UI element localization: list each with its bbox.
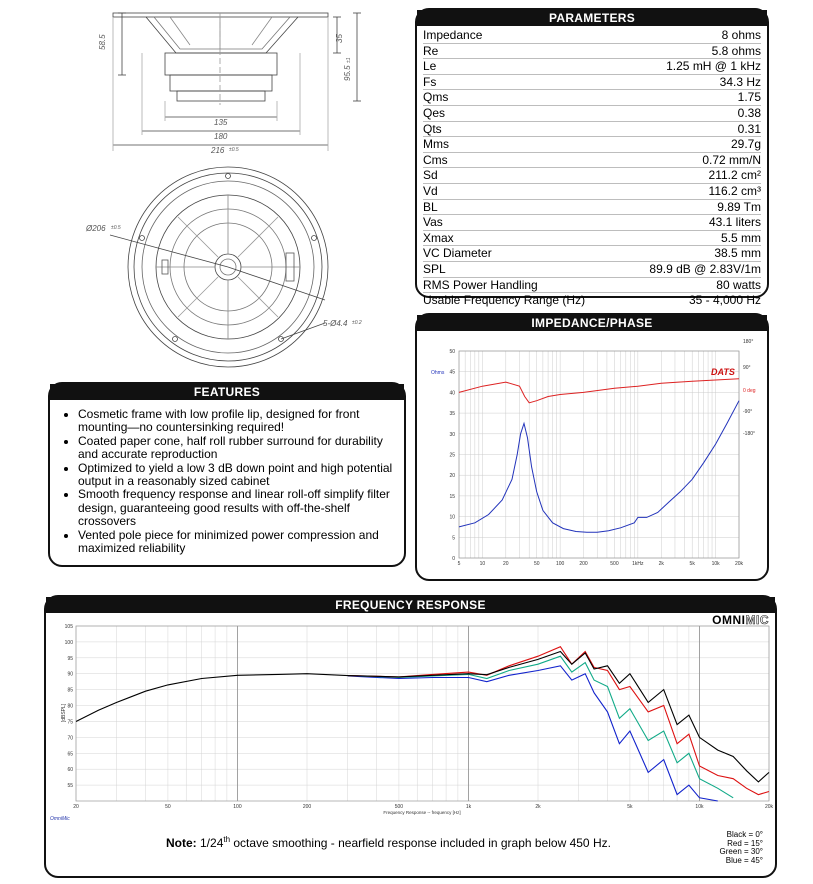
note-text-pre: 1/24 (196, 836, 224, 850)
dim-magnet-depth: 95.5 (343, 65, 352, 81)
parameter-label: BL (423, 199, 438, 214)
impedance-y-tick: 0 (452, 556, 455, 562)
dim-frame-height: 35 (335, 34, 344, 43)
dim-cutout: Ø206 (86, 224, 106, 233)
frequency-y-tick: 100 (64, 639, 73, 646)
impedance-x-tick: 20 (503, 561, 509, 567)
frequency-x-tick: 2k (535, 804, 541, 810)
parameter-value: 116.2 cm³ (708, 183, 761, 198)
dim-outer-diameter-tol: ±0.5 (229, 147, 239, 153)
frame-lip (113, 13, 328, 17)
impedance-y-tick: 15 (449, 493, 455, 500)
frequency-grid (76, 626, 769, 801)
parameter-row (423, 28, 761, 44)
smoothing-note (166, 835, 611, 850)
impedance-x-tick: 2k (658, 561, 664, 567)
frequency-y-tick: 95 (67, 655, 73, 662)
parameter-label: RMS Power Handling (423, 277, 538, 292)
impedance-y-tick: 50 (449, 349, 455, 355)
parameter-row (423, 59, 761, 75)
parameter-row (423, 200, 761, 216)
parameter-label: Xmax (423, 230, 454, 245)
impedance-x-tick: 10 (479, 561, 486, 567)
impedance-x-tick: 1kHz (632, 561, 644, 567)
note-text: octave smoothing - nearfield response included in graph below 450 Hz. (230, 836, 611, 850)
impedance-grid (459, 351, 739, 558)
parameter-label: Usable Frequency Range (Hz) (423, 293, 586, 308)
parameter-label: Le (423, 59, 437, 74)
phase-tick: -180° (743, 431, 756, 437)
frequency-x-tick: 20 (73, 804, 79, 810)
frequency-y-tick: 80 (67, 703, 73, 710)
parameter-label: Qms (423, 90, 449, 105)
note-label: Note: (166, 836, 197, 850)
features-panel (48, 382, 406, 567)
legend-blue: Blue = 45° (725, 855, 763, 865)
frequency-y-tick: 90 (67, 671, 73, 678)
dim-basket-diameter: 180 (214, 132, 228, 141)
parameter-label: VC Diameter (423, 246, 492, 261)
phase-tick: 180° (743, 339, 754, 345)
parameter-row (423, 184, 761, 200)
impedance-x-tick: 10k (711, 561, 720, 567)
parameter-value: 43.1 liters (708, 215, 761, 230)
dim-holes-tol: ±0.2 (352, 320, 362, 326)
features-title: FEATURES (50, 384, 404, 400)
dim-magnet-depth-tol: ±1 (346, 57, 352, 63)
dim-outer-diameter: 216 (211, 146, 225, 155)
parameter-label: Impedance (423, 28, 483, 42)
impedance-y-tick: 40 (449, 390, 455, 397)
parameter-label: Re (423, 43, 439, 58)
response-curve-45deg (348, 666, 718, 801)
response-curve-15deg (348, 647, 769, 795)
impedance-chart (417, 331, 767, 579)
parameter-row (423, 122, 761, 138)
parameter-row (423, 168, 761, 184)
feature-item: • Smooth frequency response and linear roll-off simplify filter design, guaranteeing good results with off-the-shelf crossovers (78, 488, 396, 528)
magnet-side (165, 53, 277, 75)
parameter-row (423, 262, 761, 278)
frequency-x-tick: 1k (465, 804, 472, 810)
phase-curve (459, 379, 739, 403)
parameter-value: 1.75 (737, 90, 761, 105)
parameter-value: 5.8 ohms (711, 43, 761, 58)
impedance-curve (459, 401, 739, 533)
angle-legend (720, 831, 763, 865)
features-list (78, 408, 396, 555)
phase-tick: 0 deg (743, 388, 756, 394)
frequency-x-tick: 50 (165, 804, 171, 810)
legend-red: Red = 15° (727, 838, 763, 848)
impedance-x-tick: 5k (689, 561, 695, 567)
feature-item: • Vented pole piece for minimized power compression and maximized reliability (78, 529, 396, 556)
phase-tick: 90° (743, 365, 751, 371)
frequency-y-tick: 55 (67, 783, 73, 790)
impedance-x-tick: 200 (579, 561, 588, 567)
phase-tick: -90° (743, 409, 753, 415)
parameter-label: SPL (423, 261, 446, 276)
frequency-y-tick: 105 (64, 624, 73, 630)
impedance-unit-label: Ohms (431, 370, 445, 376)
frequency-x-tick: 100 (233, 804, 242, 810)
parameter-label: Cms (423, 152, 448, 167)
dim-cutout-tol: ±0.5 (111, 225, 121, 231)
frequency-x-tick: 500 (394, 804, 404, 810)
parameter-row (423, 44, 761, 60)
parameter-value: 29.7g (730, 137, 761, 152)
parameter-label: Sd (423, 168, 438, 183)
impedance-x-tick: 100 (555, 561, 565, 567)
parameter-value: 0.38 (737, 105, 761, 120)
omnimic-logo-right: MIC (745, 613, 769, 627)
frequency-x-tick: 20k (764, 804, 774, 810)
parameter-value: 8 ohms (721, 28, 761, 42)
parameter-label: Fs (423, 74, 437, 89)
dim-holes: 5-Ø4.4 (323, 319, 348, 328)
impedance-x-tick: 5 (457, 561, 461, 567)
frequency-y-tick: 75 (67, 719, 73, 726)
note-sup: th (223, 835, 231, 844)
dats-logo: DATS (711, 367, 735, 377)
legend-black: Black = 0° (726, 830, 763, 839)
impedance-title: IMPEDANCE/PHASE (417, 315, 767, 331)
parameters-table (417, 26, 767, 308)
dim-height-total: 58.5 (98, 34, 107, 50)
omnimic-corner-label: OmniMic (50, 816, 70, 822)
parameter-row (423, 75, 761, 91)
frequency-x-label: Frequency Response -- frequency [Hz] (383, 810, 461, 815)
dim-magnet-diameter: 135 (214, 118, 228, 127)
impedance-y-tick: 5 (452, 535, 455, 542)
parameter-row (423, 231, 761, 247)
parameter-value: 0.31 (737, 121, 761, 136)
parameter-value: 34.3 Hz (719, 74, 761, 89)
frequency-x-tick: 5k (627, 804, 633, 810)
legend-green: Green = 30° (719, 847, 763, 857)
frequency-y-tick: 70 (67, 735, 73, 742)
impedance-x-tick: 500 (610, 561, 619, 567)
parameter-value: 38.5 mm (714, 246, 761, 261)
parameter-row (423, 90, 761, 106)
frequency-y-tick: 65 (67, 751, 73, 758)
frequency-x-tick: 200 (302, 804, 312, 810)
parameter-label: Vas (423, 215, 443, 230)
feature-item: • Coated paper cone, half roll rubber surround for durability and accurate reproduction (78, 435, 396, 462)
parameter-label: Mms (423, 137, 449, 152)
impedance-y-tick: 30 (449, 431, 455, 438)
parameter-row (423, 153, 761, 169)
feature-item: • Cosmetic frame with low profile lip, designed for front mounting—no countersinking required! (78, 408, 396, 435)
impedance-y-tick: 10 (449, 514, 455, 521)
impedance-panel (415, 313, 769, 581)
frequency-title: FREQUENCY RESPONSE (46, 597, 775, 613)
parameter-row (423, 215, 761, 231)
parameter-row (423, 246, 761, 262)
parameter-label: Qts (423, 121, 442, 136)
parameter-value: 9.89 Tm (717, 199, 761, 214)
frequency-y-tick: 60 (67, 767, 73, 774)
parameter-row (423, 106, 761, 122)
frequency-y-tick: 85 (67, 687, 73, 694)
impedance-y-tick: 35 (449, 411, 455, 418)
parameter-value: 35 - 4,000 Hz (688, 293, 761, 308)
parameter-row (423, 137, 761, 153)
feature-item: • Optimized to yield a low 3 dB down point and high potential output in a reasonably sized cabinet (78, 462, 396, 489)
parameter-value: 89.9 dB @ 2.83V/1m (649, 261, 761, 276)
parameter-row (423, 278, 761, 294)
impedance-y-tick: 25 (449, 452, 455, 459)
technical-drawing (80, 5, 400, 360)
frequency-chart (46, 621, 775, 821)
parameters-panel (415, 8, 769, 308)
omnimic-logo-left: OMNI (712, 613, 746, 627)
parameter-value: 1.25 mH @ 1 kHz (666, 59, 761, 74)
impedance-x-tick: 20k (734, 561, 744, 567)
impedance-y-tick: 45 (449, 369, 455, 376)
parameter-label: Vd (423, 183, 438, 198)
parameter-label: Qes (423, 105, 446, 120)
impedance-y-tick: 20 (449, 473, 455, 480)
response-curve-30deg (348, 656, 734, 798)
frequency-panel (44, 595, 777, 878)
parameter-value: 80 watts (716, 277, 761, 292)
parameter-row (423, 293, 761, 308)
frequency-y-label: [dBSPL] (61, 703, 67, 723)
parameter-value: 5.5 mm (720, 230, 761, 245)
frequency-x-tick: 10k (695, 804, 704, 810)
parameter-value: 211.2 cm² (708, 168, 761, 183)
impedance-x-tick: 50 (533, 561, 540, 567)
frequency-plot-frame (76, 626, 769, 801)
parameter-value: 0.72 mm/N (702, 152, 761, 167)
parameters-title: PARAMETERS (417, 10, 767, 26)
